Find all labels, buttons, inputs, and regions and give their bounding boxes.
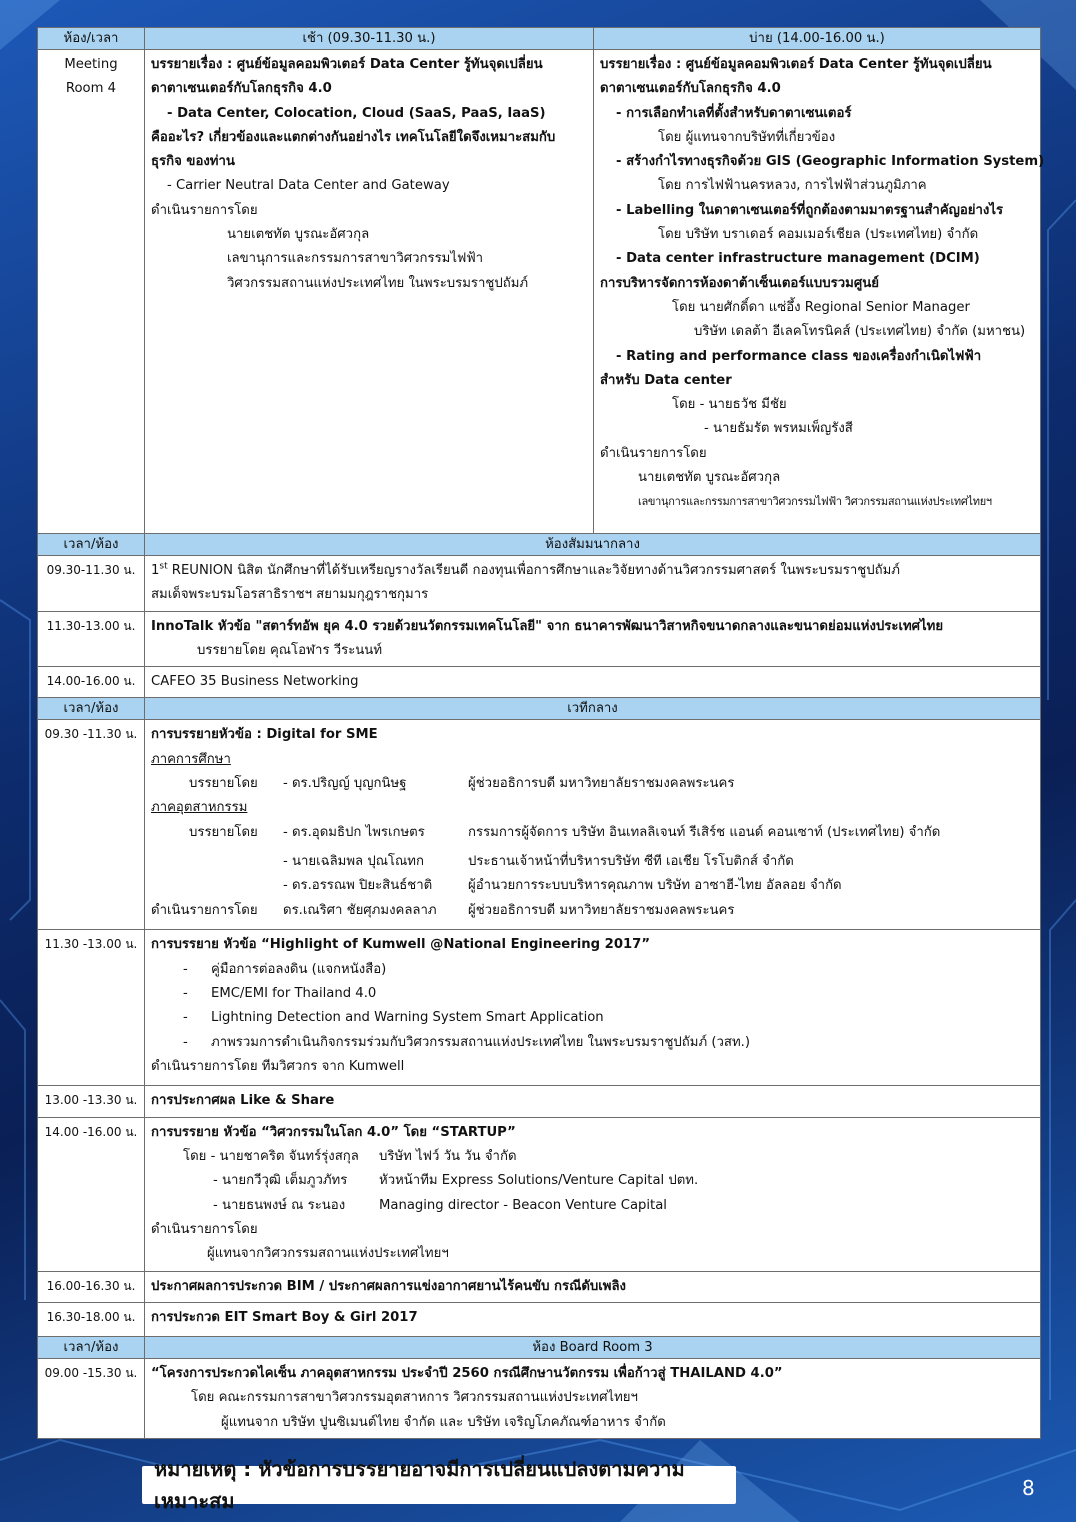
hall-line: สมเด็จพระบรมโอรสาธิราชฯ สยามมกุฎราชกุมาร [151, 587, 429, 603]
stage-content [145, 1117, 1041, 1271]
hall-row [38, 556, 1041, 612]
speaker-row: - นายเฉลิมพล ปุณโณทก ประธานเจ้าหน้าที่บริหารบริษัท ซีที เอเชีย โรโบติกส์ จำกัด [283, 853, 794, 869]
afternoon-line: โดย การไฟฟ้านครหลวง, การไฟฟ้าส่วนภูมิภาค [658, 178, 927, 194]
board-line: โดย คณะกรรมการสาขาวิศวกรรมอุตสาหการ วิศวกรรมสถานแห่งประเทศไทยฯ [191, 1390, 638, 1406]
hall-time: 09.30-11.30 น. [38, 556, 145, 612]
stage-row [38, 1086, 1041, 1117]
board-line: ผู้แทนจาก บริษัท ปูนซิเมนต์ไทย จำกัด และ บริษัท เจริญโภคภัณฑ์อาหาร จำกัด [221, 1414, 666, 1430]
speaker-row: - ดร.อรรณพ ปิยะสินธ์ชาติ ผู้อำนวยการระบบบริหารคุณภาพ บริษัท อาซาฮี-ไทย อัลลอย จำกัด [283, 878, 842, 894]
stage-host: ดำเนินรายการโดย ทีมวิศวกร จาก Kumwell [151, 1058, 405, 1074]
afternoon-line: ดำเนินรายการโดย [600, 445, 707, 461]
board-row [38, 1359, 1041, 1439]
hall-line: InnoTalk หัวข้อ "สตาร์ทอัพ ยุค 4.0 รวยด้วยนวัตกรรมเทคโนโลยี" จาก ธนาคารพัฒนาวิสาหกิจขนาดกลางและขนาดย่อมแห่งประเทศไทย [151, 618, 944, 634]
industry-label: ภาคอุตสาหกรรม [151, 800, 248, 816]
morning-line: - Data Center, Colocation, Cloud (SaaS, PaaS, IaaS) [167, 105, 546, 121]
afternoon-line: การบริหารจัดการห้องดาต้าเซ็นเตอร์แบบรวมศูนย์ [600, 275, 879, 291]
schedule-table [37, 27, 1045, 1439]
stage-title: การบรรยาย หัวข้อ “Highlight of Kumwell @National Engineering 2017” [151, 937, 651, 953]
morning-line: ธุรกิจ ของท่าน [151, 154, 235, 170]
stage-time: 16.30-18.00 น. [38, 1303, 145, 1337]
morning-session [145, 50, 594, 534]
stage-time: 14.00 -16.00 น. [38, 1117, 145, 1271]
stage-row [38, 1117, 1041, 1271]
afternoon-line: - นายธัมรัต พรหมเพ็ญรังสี [704, 421, 853, 437]
room-line1: Meeting [64, 57, 118, 72]
hall-row [38, 667, 1041, 698]
bullet-item: - ภาพรวมการดำเนินกิจกรรมร่วมกับวิศวกรรมสถานแห่งประเทศไทย ในพระบรมราชูปถัมภ์ (วสท.) [183, 1034, 750, 1050]
stage-row [38, 1303, 1041, 1337]
afternoon-line: สำหรับ Data center [600, 372, 732, 388]
stage-row [38, 720, 1041, 930]
morning-line: เลขานุการและกรรมการสาขาวิศวกรรมไฟฟ้า [227, 251, 484, 267]
afternoon-line: บรรยายเรื่อง : ศูนย์ข้อมูลคอมพิวเตอร์ Data Center รู้ทันจุดเปลี่ยน [600, 57, 992, 72]
morning-line: ดำเนินรายการโดย [151, 202, 258, 218]
header-time-room: เวลา/ห้อง [38, 534, 145, 556]
header-stage: เวทีกลาง [145, 698, 1041, 720]
room4-header-row [38, 28, 1041, 50]
speaker-row: บรรยายโดย - ดร.อุดมธิปก ไพรเกษตร กรรมการผู้จัดการ บริษัท อินเทลลิเจนท์ รีเสิร์ช แอนด์ คอนเซาท์ (ประเทศไทย) จำกัด [189, 824, 941, 840]
stage-time: 16.00-16.30 น. [38, 1271, 145, 1302]
host-name: ผู้แทนจากวิศวกรรมสถานแห่งประเทศไทยฯ [207, 1246, 449, 1262]
speaker-row: โดย - นายชาคริต จันทร์รุ่งสกุล บริษัท ไฟว์ วัน วัน จำกัด [183, 1149, 517, 1165]
header-hall: ห้องสัมมนากลาง [145, 534, 1041, 556]
morning-line: บรรยายเรื่อง : ศูนย์ข้อมูลคอมพิวเตอร์ Data Center รู้ทันจุดเปลี่ยน [151, 57, 543, 72]
footer-note: หมายเหตุ : หัวข้อการบรรยายอาจมีการเปลี่ยนแปลงตามความเหมาะสม [142, 1466, 736, 1504]
afternoon-line: บริษัท เดลต้า อีเลคโทรนิคส์ (ประเทศไทย) จำกัด (มหาชน) [694, 324, 1026, 340]
host-row: ดำเนินรายการโดย ดร.เณริศา ชัยศุภมงคลลาภ ผู้ช่วยอธิการบดี มหาวิทยาลัยราชมงคลพระนคร [151, 902, 735, 918]
stage-time: 13.00 -13.30 น. [38, 1086, 145, 1117]
hall-content [145, 611, 1041, 667]
hall-line: บรรยายโดย คุณโอฬาร วีระนนท์ [197, 642, 383, 658]
board-content [145, 1359, 1041, 1439]
speaker-row: บรรยายโดย - ดร.ปริญญ์ บุญกนิษฐ ผู้ช่วยอธิการบดี มหาวิทยาลัยราชมงคลพระนคร [189, 776, 735, 792]
hall-line: 1st REUNION นิสิต นักศึกษาที่ได้รับเหรียญรางวัลเรียนดี กองทุนเพื่อการศึกษาและวิจัยทางด้านวิศวกรรมศาสตร์ ในพระบรมราชูปถัมภ์ [151, 561, 900, 578]
room-cell [38, 50, 145, 534]
stage-title: การประกวด EIT Smart Boy & Girl 2017 [151, 1310, 418, 1326]
stage-row [38, 1271, 1041, 1302]
stage-title: การบรรยาย หัวข้อ “วิศวกรรมในโลก 4.0” โดย “STARTUP” [151, 1124, 516, 1140]
hall-line: CAFEO 35 Business Networking [151, 674, 359, 690]
host-label: ดำเนินรายการโดย [151, 1221, 258, 1237]
header-time-room: เวลา/ห้อง [38, 698, 145, 720]
stage-header-row [38, 698, 1041, 720]
bullet-item: - EMC/EMI for Thailand 4.0 [183, 986, 377, 1002]
room4-row [38, 50, 1041, 534]
stage-title: การประกาศผล Like & Share [151, 1093, 335, 1109]
stage-title: การบรรยายหัวข้อ : Digital for SME [151, 727, 378, 743]
stage-content [145, 1303, 1041, 1337]
bullet-item: - Lightning Detection and Warning System Smart Application [183, 1010, 604, 1026]
morning-line: นายเตชทัต บูรณะอัศวกุล [227, 227, 370, 243]
afternoon-line: - สร้างกำไรทางธุรกิจด้วย GIS (Geographic Information System) [616, 154, 1045, 170]
header-room-time: ห้อง/เวลา [38, 28, 145, 50]
afternoon-line: - Data center infrastructure management (DCIM) [616, 251, 980, 267]
afternoon-line: โดย ผู้แทนจากบริษัทที่เกี่ยวข้อง [658, 129, 836, 145]
board-title: “โครงการประกวดไคเซ็น ภาคอุตสาหกรรม ประจำปี 2560 กรณีศึกษานวัตกรรม เพื่อก้าวสู่ THAILAND 4.0” [151, 1366, 783, 1382]
stage-time: 09.30 -11.30 น. [38, 720, 145, 930]
stage-time: 11.30 -13.00 น. [38, 930, 145, 1086]
afternoon-line: - Labelling ในดาตาเซนเตอร์ที่ถูกต้องตามมาตรฐานสำคัญอย่างไร [616, 202, 1004, 218]
hall-time: 11.30-13.00 น. [38, 611, 145, 667]
morning-line: ดาตาเซนเตอร์กับโลกธุรกิจ 4.0 [151, 81, 332, 97]
header-afternoon: บ่าย (14.00-16.00 น.) [594, 28, 1041, 50]
header-board: ห้อง Board Room 3 [145, 1337, 1041, 1359]
academia-label: ภาคการศึกษา [151, 751, 231, 767]
header-time-room: เวลา/ห้อง [38, 1337, 145, 1359]
afternoon-line: ดาตาเซนเตอร์กับโลกธุรกิจ 4.0 [600, 81, 781, 97]
stage-content [145, 930, 1041, 1086]
stage-row [38, 930, 1041, 1086]
stage-title: ประกาศผลการประกวด BIM / ประกาศผลการแข่งอากาศยานไร้คนขับ กรณีดับเพลิง [151, 1278, 626, 1294]
stage-content [145, 1086, 1041, 1117]
afternoon-session [594, 50, 1045, 534]
afternoon-line: นายเตชทัต บูรณะอัศวกุล [638, 470, 781, 486]
afternoon-line: - Rating and performance class ของเครื่องกำเนิดไฟฟ้า [616, 348, 982, 364]
afternoon-line: โดย - นายธวัช มีชัย [672, 397, 787, 413]
morning-line: วิศวกรรมสถานแห่งประเทศไทย ในพระบรมราชูปถัมภ์ [227, 275, 529, 291]
hall-row [38, 611, 1041, 667]
page-number: 8 [1022, 1476, 1035, 1500]
hall-time: 14.00-16.00 น. [38, 667, 145, 698]
bullet-item: - คู่มือการต่อลงดิน (แจกหนังสือ) [183, 961, 387, 977]
stage-content [145, 720, 1041, 930]
stage-content [145, 1271, 1041, 1302]
afternoon-line: โดย นายศักดิ์ดา แซ่อึ้ง Regional Senior Manager [672, 299, 970, 315]
afternoon-line: เลขานุการและกรรมการสาขาวิศวกรรมไฟฟ้า วิศวกรรมสถานแห่งประเทศไทยฯ [638, 495, 992, 509]
board-time: 09.00 -15.30 น. [38, 1359, 145, 1439]
morning-line: - Carrier Neutral Data Center and Gateway [167, 178, 450, 194]
speaker-row: - นายธนพงษ์ ณ ระนอง Managing director - Beacon Venture Capital [213, 1197, 667, 1213]
hall-content [145, 556, 1041, 612]
hall-header-row [38, 534, 1041, 556]
room-line2: Room 4 [65, 81, 117, 97]
board-header-row [38, 1337, 1041, 1359]
hall-content [145, 667, 1041, 698]
speaker-row: - นายกวีวุฒิ เต็มภูวภัทร หัวหน้าทีม Express Solutions/Venture Capital ปตท. [213, 1173, 699, 1189]
header-morning: เช้า (09.30-11.30 น.) [145, 28, 594, 50]
morning-line: คืออะไร? เกี่ยวข้องและแตกต่างกันอย่างไร เทคโนโลยีใดจึงเหมาะสมกับ [151, 129, 556, 145]
afternoon-line: โดย บริษัท บราเดอร์ คอมเมอร์เชียล (ประเทศไทย) จำกัด [658, 227, 979, 243]
afternoon-line: - การเลือกทำเลที่ตั้งสำหรับดาตาเซนเตอร์ [616, 105, 852, 121]
